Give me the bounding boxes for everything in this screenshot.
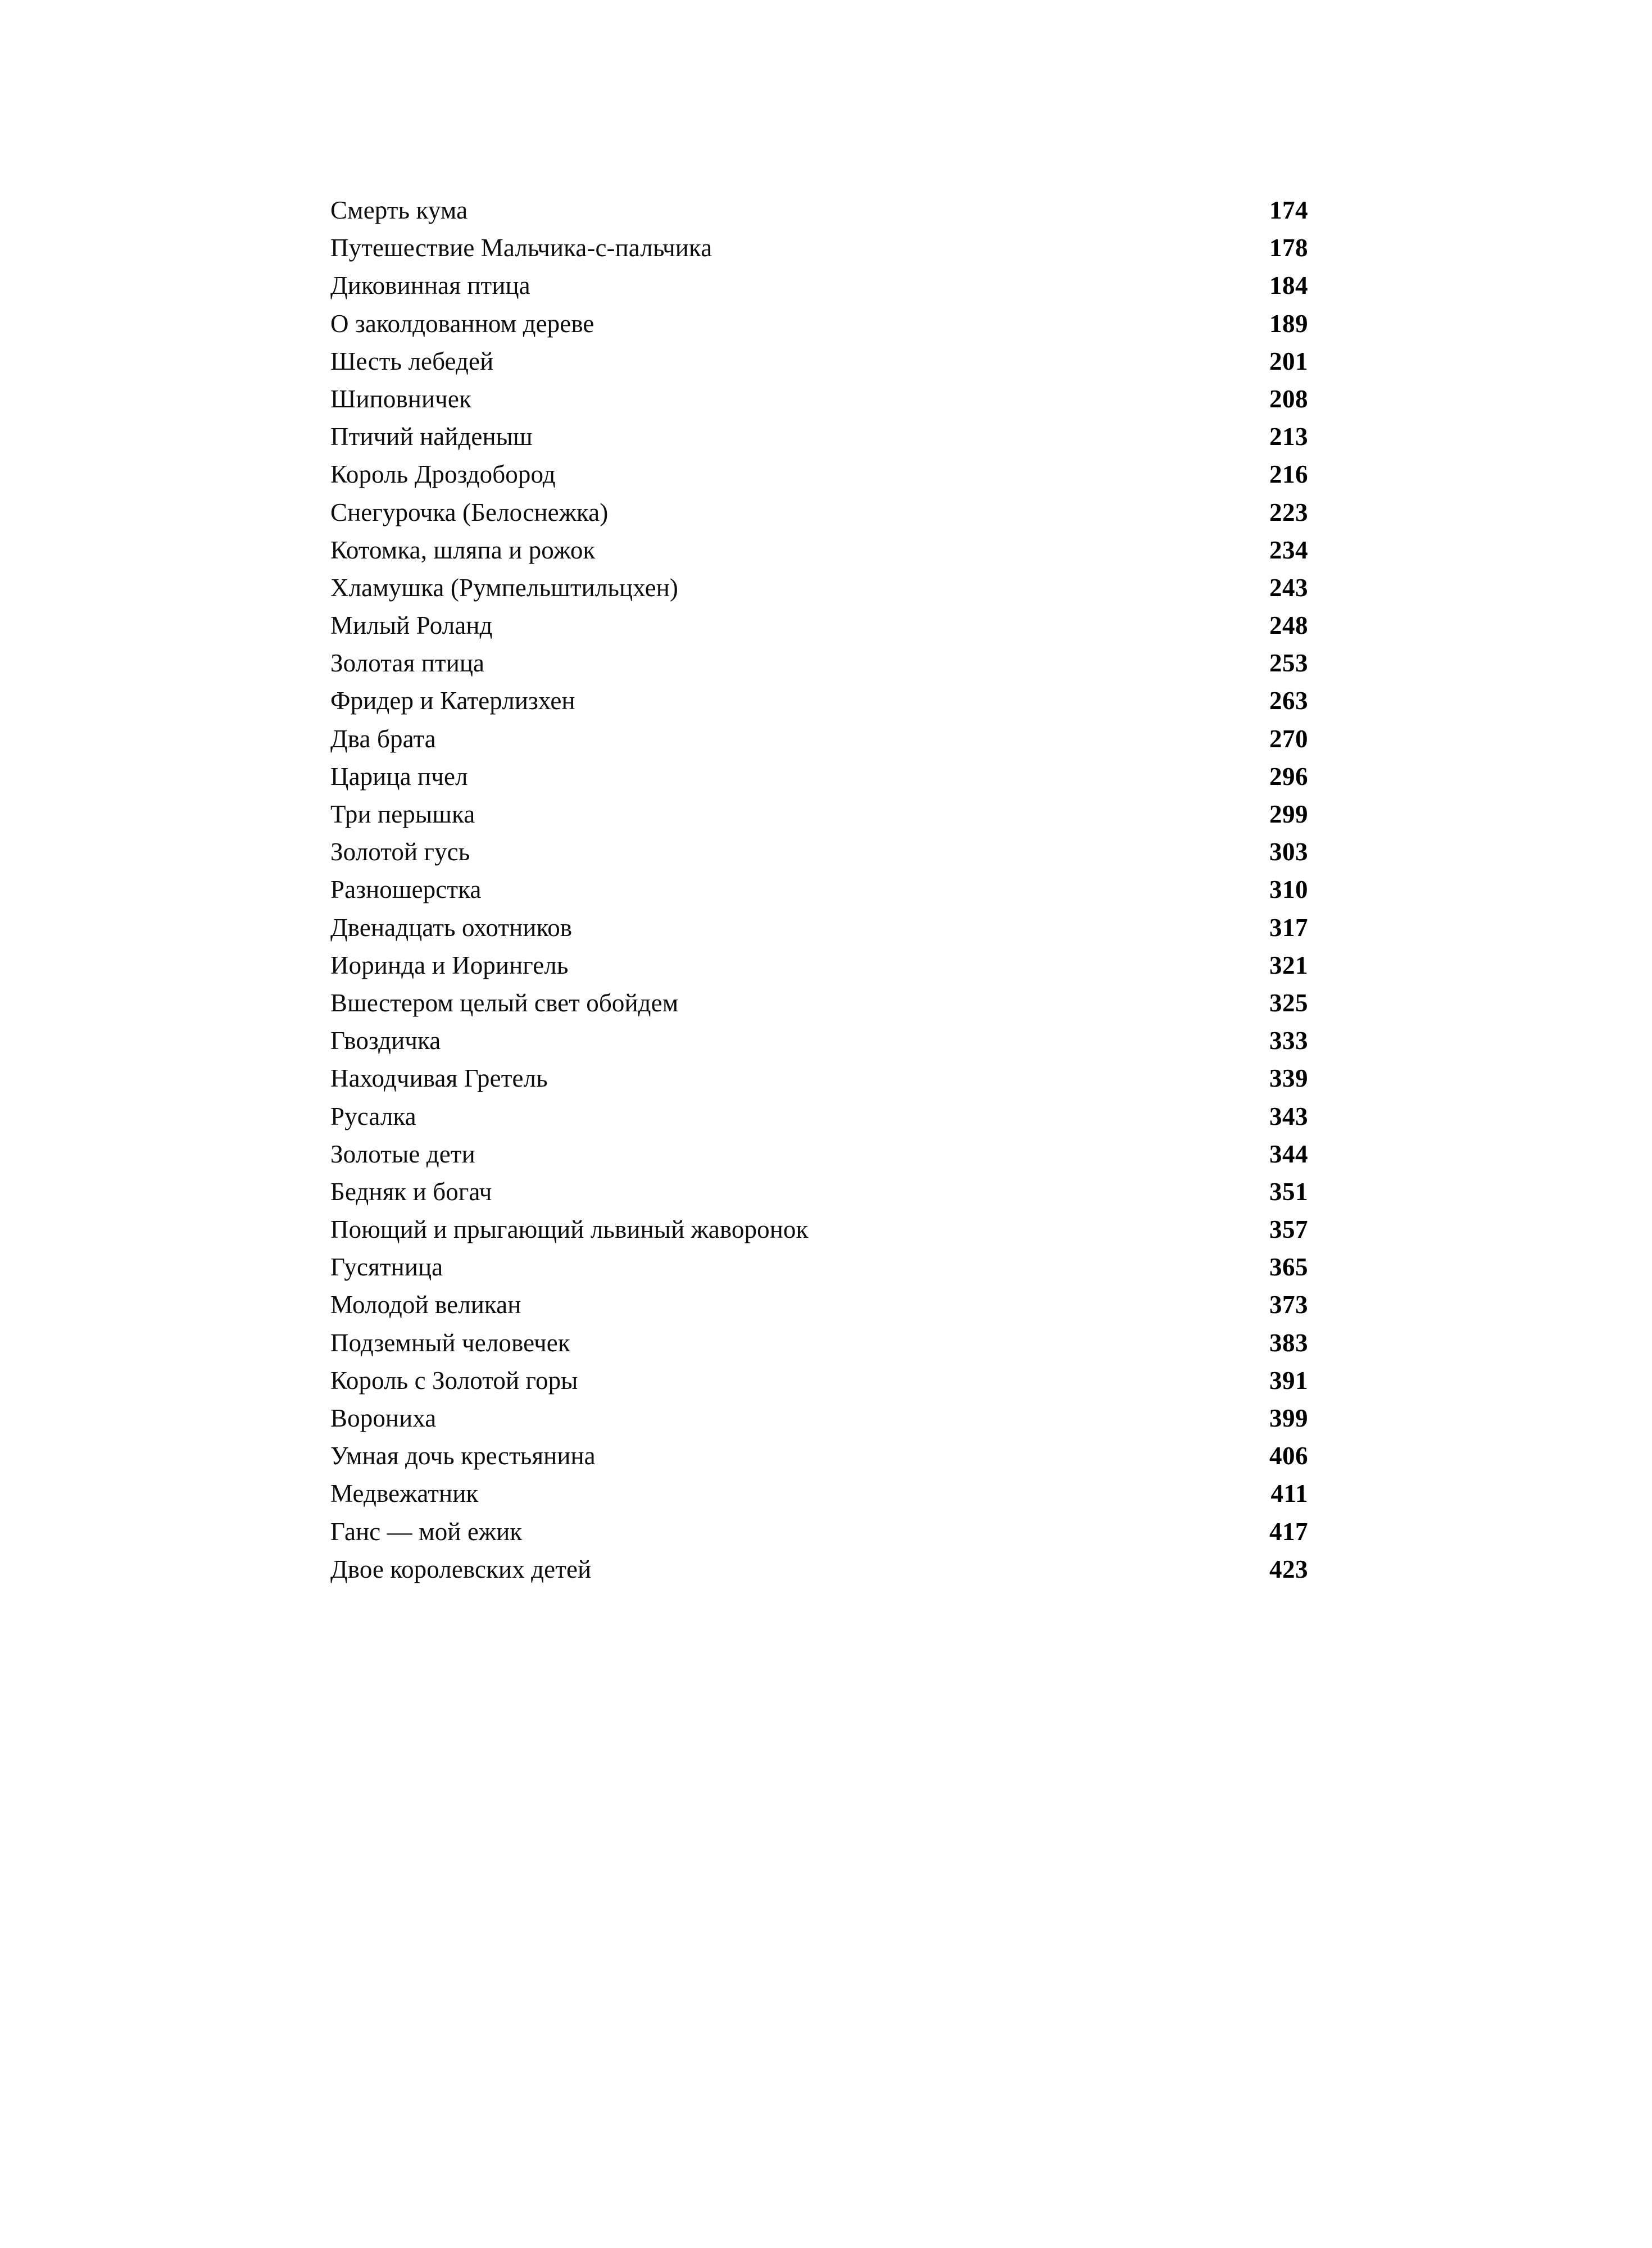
toc-dot-leader xyxy=(532,1304,1240,1313)
toc-entry[interactable] xyxy=(330,535,1308,575)
toc-dot-leader xyxy=(483,398,1240,407)
toc-entry-title: Находчивая Гретель xyxy=(330,1064,548,1093)
toc-dot-leader xyxy=(619,512,1240,521)
toc-entry-title: Два брата xyxy=(330,724,436,753)
toc-entry-title: Ганс — мой ежик xyxy=(330,1517,523,1546)
toc-entry-title: Поющий и прыгающий львиный жаворонок xyxy=(330,1215,809,1244)
toc-entry-page-number: 174 xyxy=(1269,196,1308,224)
toc-dot-leader xyxy=(606,323,1240,332)
toc-entry-title: Шесть лебедей xyxy=(330,347,494,375)
toc-entry-title: Гусятница xyxy=(330,1253,443,1282)
toc-entry-title: Молодой великан xyxy=(330,1291,521,1319)
toc-entry-page-number: 321 xyxy=(1269,951,1308,979)
toc-dot-leader xyxy=(819,1229,1240,1238)
toc-entry-page-number: 248 xyxy=(1269,611,1308,640)
toc-entry-page-number: 310 xyxy=(1269,875,1308,904)
toc-entry-title: Золотой гусь xyxy=(330,838,470,866)
toc-dot-leader xyxy=(503,1191,1240,1200)
toc-entry-page-number: 351 xyxy=(1269,1177,1308,1206)
toc-entry-title: Русалка xyxy=(330,1102,416,1130)
toc-dot-leader xyxy=(481,851,1240,860)
toc-entry-title: Снегурочка (Белоснежка) xyxy=(330,498,609,526)
toc-entry[interactable] xyxy=(330,764,1308,802)
toc-dot-leader xyxy=(542,285,1240,294)
toc-entry-title: Золотая птица xyxy=(330,649,485,678)
toc-entry-page-number: 223 xyxy=(1269,498,1308,526)
table-of-contents xyxy=(330,198,1308,1595)
toc-dot-leader xyxy=(607,1455,1240,1464)
toc-entry-page-number: 373 xyxy=(1269,1291,1308,1319)
toc-entry-title: Фридер и Катерлизхен xyxy=(330,687,575,715)
toc-entry[interactable] xyxy=(330,1406,1308,1443)
toc-entry[interactable] xyxy=(330,1217,1308,1255)
toc-entry-title: Милый Роланд xyxy=(330,611,493,640)
toc-entry[interactable] xyxy=(330,1330,1308,1368)
toc-entry-page-number: 411 xyxy=(1270,1479,1308,1508)
toc-entry-title: Двенадцать охотников xyxy=(330,913,573,942)
toc-entry-title: Котомка, шляпа и рожок xyxy=(330,535,596,564)
toc-entry-title: Бедняк и богач xyxy=(330,1177,492,1206)
toc-dot-leader xyxy=(505,361,1240,370)
toc-entry-page-number: 383 xyxy=(1269,1328,1308,1357)
toc-entry-page-number: 243 xyxy=(1269,573,1308,602)
toc-dot-leader xyxy=(428,1116,1240,1125)
toc-dot-leader xyxy=(533,1531,1240,1540)
toc-entry-page-number: 423 xyxy=(1269,1555,1308,1583)
toc-entry-page-number: 357 xyxy=(1269,1215,1308,1244)
toc-entry-title: Двое королевских детей xyxy=(330,1555,592,1583)
toc-entry-page-number: 234 xyxy=(1269,535,1308,564)
toc-entry-page-number: 184 xyxy=(1269,271,1308,300)
toc-entry-title: Три перышка xyxy=(330,800,475,828)
toc-dot-leader xyxy=(447,738,1240,747)
toc-entry[interactable] xyxy=(330,311,1308,349)
toc-dot-leader xyxy=(559,1078,1240,1087)
toc-entry-title: Диковинная птица xyxy=(330,271,530,300)
toc-entry-page-number: 406 xyxy=(1269,1442,1308,1470)
toc-entry-page-number: 296 xyxy=(1269,762,1308,791)
toc-dot-leader xyxy=(452,1040,1240,1049)
toc-entry-title: Иоринда и Иорингель xyxy=(330,951,569,979)
toc-entry[interactable] xyxy=(330,651,1308,688)
toc-entry-title: Гвоздичка xyxy=(330,1027,441,1055)
toc-entry-title: Медвежатник xyxy=(330,1479,479,1508)
toc-entry-page-number: 303 xyxy=(1269,838,1308,866)
toc-dot-leader xyxy=(567,474,1240,483)
toc-entry-title: Смерть кума xyxy=(330,196,468,224)
toc-entry-page-number: 213 xyxy=(1269,423,1308,451)
toc-dot-leader xyxy=(487,1153,1240,1162)
toc-entry[interactable] xyxy=(330,915,1308,953)
toc-entry-page-number: 339 xyxy=(1269,1064,1308,1093)
toc-entry-page-number: 317 xyxy=(1269,913,1308,942)
toc-entry[interactable] xyxy=(330,613,1308,651)
toc-entry[interactable] xyxy=(330,1481,1308,1519)
toc-entry[interactable] xyxy=(330,802,1308,839)
toc-entry-page-number: 253 xyxy=(1269,649,1308,678)
toc-entry[interactable] xyxy=(330,726,1308,764)
toc-entry[interactable] xyxy=(330,198,1308,235)
toc-entry-page-number: 399 xyxy=(1269,1404,1308,1432)
toc-entry-title: Шиповничек xyxy=(330,384,471,413)
toc-entry[interactable] xyxy=(330,839,1308,877)
toc-entry[interactable] xyxy=(330,1519,1308,1557)
toc-entry[interactable] xyxy=(330,500,1308,538)
toc-entry[interactable] xyxy=(330,384,1308,424)
toc-entry[interactable] xyxy=(330,235,1308,273)
toc-dot-leader xyxy=(454,1266,1240,1275)
toc-dot-leader xyxy=(479,210,1240,219)
toc-entry[interactable] xyxy=(330,1368,1308,1406)
toc-entry-title: Подземный человечек xyxy=(330,1328,570,1357)
toc-dot-leader xyxy=(602,1569,1240,1578)
toc-entry[interactable] xyxy=(330,1557,1308,1595)
toc-entry[interactable] xyxy=(330,1066,1308,1103)
toc-entry-page-number: 343 xyxy=(1269,1102,1308,1130)
toc-dot-leader xyxy=(582,1342,1240,1351)
toc-entry-title: Король Дроздобород xyxy=(330,460,556,489)
toc-entry-page-number: 325 xyxy=(1269,988,1308,1017)
toc-entry-page-number: 391 xyxy=(1269,1366,1308,1395)
toc-entry[interactable] xyxy=(330,575,1308,613)
toc-entry[interactable] xyxy=(330,424,1308,462)
toc-entry-title: Птичий найденыш xyxy=(330,423,533,451)
toc-dot-leader xyxy=(689,587,1240,596)
toc-dot-leader xyxy=(492,889,1240,898)
toc-entry-title: О заколдованном дереве xyxy=(330,309,594,338)
toc-entry[interactable] xyxy=(330,1443,1308,1481)
toc-entry-title: Разношерстка xyxy=(330,875,482,904)
toc-entry[interactable] xyxy=(330,988,1308,1028)
toc-dot-leader xyxy=(589,1380,1240,1389)
toc-dot-leader xyxy=(606,549,1240,558)
toc-dot-leader xyxy=(486,814,1240,823)
toc-entry-title: Умная дочь крестьянина xyxy=(330,1442,596,1470)
toc-entry[interactable] xyxy=(330,688,1308,726)
toc-entry-page-number: 216 xyxy=(1269,460,1308,489)
toc-entry-page-number: 201 xyxy=(1269,347,1308,375)
toc-entry-page-number: 178 xyxy=(1269,234,1308,262)
toc-dot-leader xyxy=(447,1418,1240,1427)
toc-entry[interactable] xyxy=(330,953,1308,991)
toc-entry-title: Хламушка (Румпельштильцхен) xyxy=(330,573,678,602)
toc-entry-page-number: 270 xyxy=(1269,724,1308,753)
toc-dot-leader xyxy=(723,247,1240,256)
toc-entry[interactable] xyxy=(330,273,1308,311)
toc-entry-title: Ворониха xyxy=(330,1404,437,1432)
toc-entry-page-number: 189 xyxy=(1269,309,1308,338)
toc-entry-page-number: 299 xyxy=(1269,800,1308,828)
toc-entry[interactable] xyxy=(330,1179,1308,1217)
toc-entry[interactable] xyxy=(330,462,1308,499)
toc-entry[interactable] xyxy=(330,877,1308,915)
toc-dot-leader xyxy=(583,927,1240,936)
toc-entry-title: Золотые дети xyxy=(330,1139,475,1168)
toc-entry[interactable] xyxy=(330,1028,1308,1066)
toc-entry[interactable] xyxy=(330,1139,1308,1179)
toc-dot-leader xyxy=(489,1493,1240,1502)
toc-entry[interactable] xyxy=(330,1292,1308,1330)
toc-entry-page-number: 417 xyxy=(1269,1517,1308,1546)
toc-dot-leader xyxy=(496,662,1240,671)
toc-entry[interactable] xyxy=(330,1104,1308,1142)
toc-dot-leader xyxy=(479,776,1240,785)
toc-dot-leader xyxy=(587,700,1240,709)
toc-dot-leader xyxy=(504,625,1240,634)
toc-dot-leader xyxy=(544,436,1240,445)
toc-entry-page-number: 365 xyxy=(1269,1253,1308,1282)
toc-entry-title: Вшестером целый свет обойдем xyxy=(330,988,679,1017)
toc-entry-title: Путешествие Мальчика-с-пальчика xyxy=(330,234,712,262)
toc-entry-page-number: 208 xyxy=(1269,384,1308,413)
toc-dot-leader xyxy=(580,965,1240,974)
toc-entry[interactable] xyxy=(330,1255,1308,1292)
toc-entry[interactable] xyxy=(330,349,1308,387)
toc-entry-page-number: 333 xyxy=(1269,1027,1308,1055)
toc-entry-page-number: 344 xyxy=(1269,1139,1308,1168)
toc-dot-leader xyxy=(689,1002,1240,1011)
toc-entry-title: Король с Золотой горы xyxy=(330,1366,578,1395)
toc-entry-page-number: 263 xyxy=(1269,687,1308,715)
toc-entry-title: Царица пчел xyxy=(330,762,468,791)
